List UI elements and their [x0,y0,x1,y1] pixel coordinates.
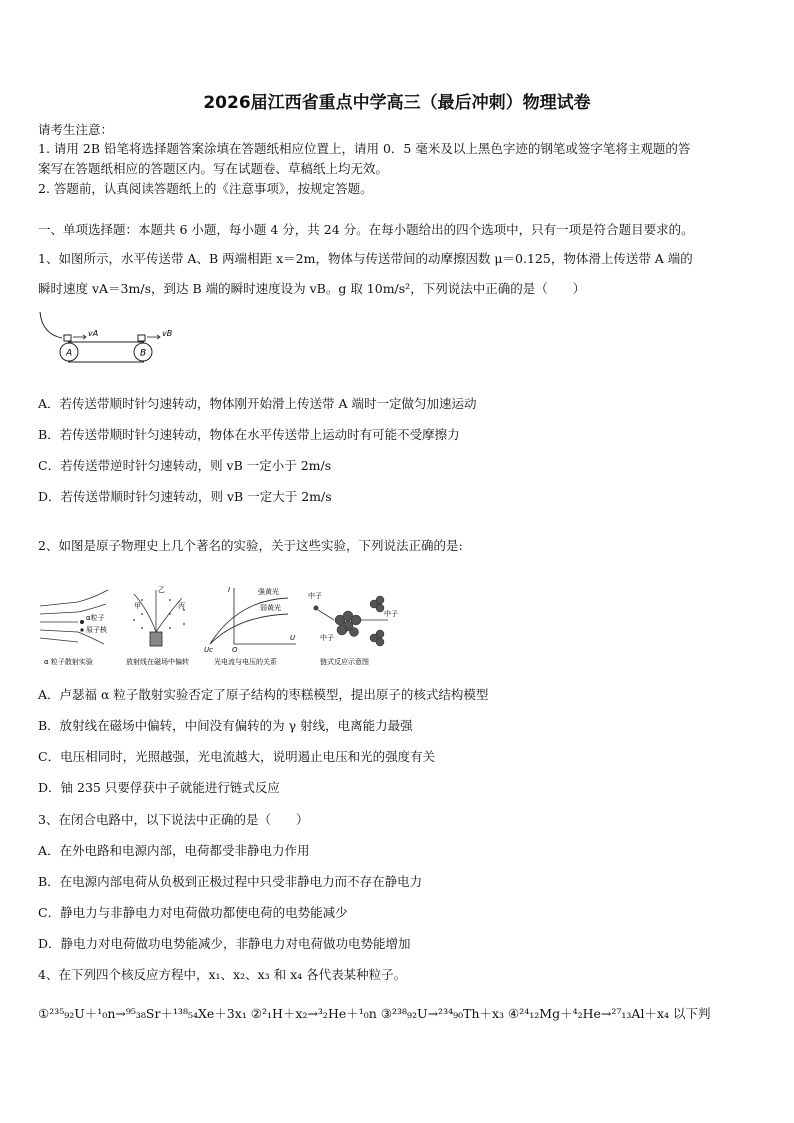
section-heading: 一、单项选择题：本题共 6 小题，每小题 4 分，共 24 分。在每小题给出的四个选项中，只有一项是符合题目要求的。 [38,222,694,237]
photocurrent-panel [204,586,296,666]
notice-line-1b: 案写在答题纸相应的答题区内。写在试题卷、草稿纸上均无效。 [38,161,389,176]
q1-option-b: B．若传送带顺时针匀速转动，物体在水平传送带上运动时有可能不受摩擦力 [38,427,460,442]
caption-alpha: α 粒子散射实验 [44,658,93,666]
q1-option-c: C．若传送带逆时针匀速转动，则 vB 一定小于 2m/s [38,458,332,473]
notice-line-2: 2. 答题前，认真阅读答题纸上的《注意事项》，按规定答题。 [38,181,373,196]
q1-option-a: A．若传送带顺时针匀速转动，物体刚开始滑上传送带 A 端时一定做匀加速运动 [38,396,477,411]
neutron-label-3: 中子 [320,634,334,642]
block-b [138,335,145,341]
label-weak: 弱黄光 [260,604,281,612]
label-vb: vB [162,329,173,338]
nucleus-label: 原子核 [86,626,107,634]
q1-stem-a: 1、如图所示，水平传送带 A、B 两端相距 x＝2m，物体与传送带间的动摩擦因数 μ＝0.125，物体滑上传送带 A 端的 [38,251,693,266]
label-axis-u: U [290,634,296,642]
page-title: 2026届江西省重点中学高三（最后冲刺）物理试卷 [203,93,591,113]
label-b: B [140,348,147,359]
alpha-scattering-panel [40,590,108,666]
q4-equations: ①²³⁵₉₂U＋¹₀n→⁹⁵₃₈Sr＋¹³⁸₅₄Xe＋3x₁ ②²₁H＋x₂→³₂He＋¹₀n ③²³⁸₉₂U→²³⁴₉₀Th＋x₃ ④²⁴₁₂Mg＋⁴₂He→²⁷₁₃Al＋x₄ 以下判 [38,1006,711,1021]
notice-line-1a: 1. 请用 2B 铅笔将选择题答案涂填在答题纸相应位置上，请用 0．5 毫米及以上黑色字迹的钢笔或签字笔将主观题的答 [38,141,691,156]
neutron-label-1: 中子 [308,592,322,600]
chain-reaction-panel [308,591,398,666]
block-a [64,335,71,341]
q2-option-c: C．电压相同时，光照越强，光电流越大，说明遏止电压和光的强度有关 [38,749,436,764]
caption-radiation: 放射线在磁场中偏转 [126,658,189,666]
label-jia: 甲 [134,602,141,610]
q1-stem-b: 瞬时速度 vA＝3m/s，到达 B 端的瞬时速度设为 vB。g 取 10m/s²，下列说法中正确的是（ ） [38,281,586,296]
q2-option-b: B．放射线在磁场中偏转，中间没有偏转的为 γ 射线，电离能力最强 [38,718,413,733]
label-axis-i: I [228,586,231,594]
label-axis-uc: Uc [204,646,213,654]
q2-option-d: D．铀 235 只要俘获中子就能进行链式反应 [38,780,280,795]
q4-stem: 4、在下列四个核反应方程中，x₁、x₂、x₃ 和 x₄ 各代表某种粒子。 [38,967,407,982]
label-yi: 乙 [158,586,165,594]
alpha-label: α粒子 [86,614,105,622]
q2-stem: 2、如图是原子物理史上几个著名的实验，关于这些实验，下列说法正确的是: [38,538,463,553]
label-strong: 强黄光 [258,588,279,596]
q3-option-c: C．静电力与非静电力对电荷做功都使电荷的电势能减少 [38,905,348,920]
experiments-figure [38,580,398,670]
q1-option-d: D．若传送带顺时针匀速转动，则 vB 一定大于 2m/s [38,489,332,504]
notice-header: 请考生注意： [38,122,114,137]
label-va: vA [88,329,99,338]
q3-option-b: B．在电源内部电荷从负极到正极过程中只受非静电力而不存在静电力 [38,874,423,889]
label-bing: 丙 [178,602,185,610]
caption-chain: 链式反应示意图 [320,658,369,666]
conveyor-figure [36,310,186,366]
q3-option-d: D．静电力对电荷做功电势能减少，非静电力对电荷做功电势能增加 [38,936,411,951]
label-a: A [66,348,73,359]
q3-option-a: A．在外电路和电源内部，电荷都受非静电力作用 [38,843,310,858]
caption-photocurrent: 光电流与电压的关系 [214,658,277,666]
neutron-label-2: 中子 [384,610,398,618]
label-axis-o: O [232,646,238,654]
radiation-panel [126,586,189,666]
q2-option-a: A．卢瑟福 α 粒子散射实验否定了原子结构的枣糕模型，提出原子的核式结构模型 [38,687,489,702]
q3-stem: 3、在闭合电路中，以下说法中正确的是（ ） [38,812,309,827]
